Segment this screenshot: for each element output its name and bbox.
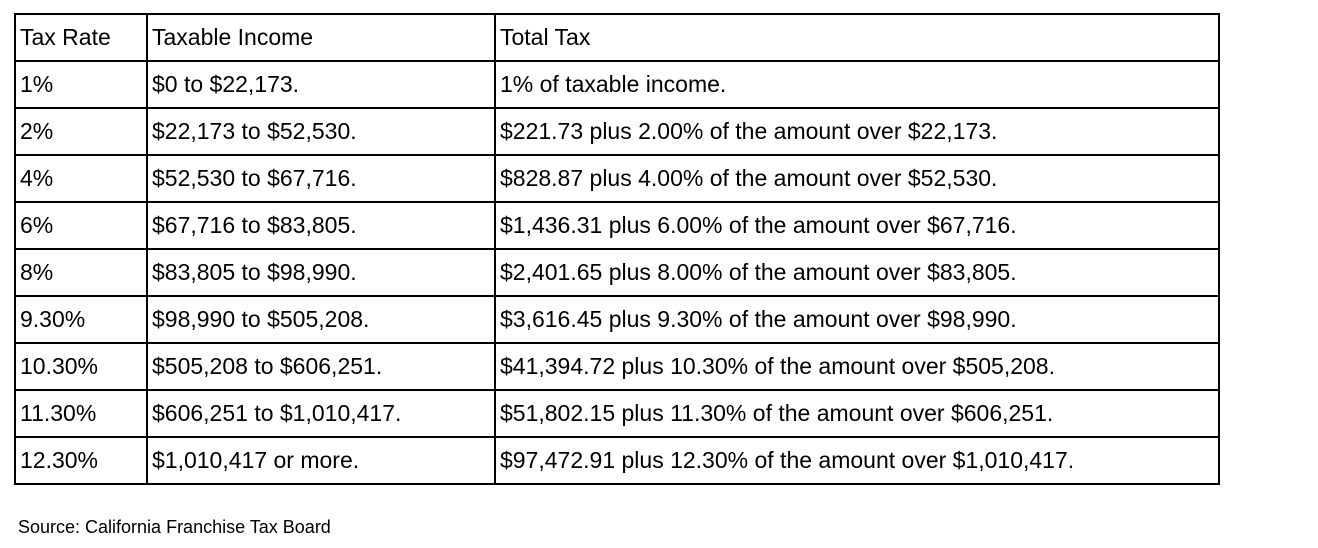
cell-taxable-income: $52,530 to $67,716.	[147, 155, 495, 202]
source-caption: Source: California Franchise Tax Board	[18, 517, 331, 537]
cell-tax-rate: 10.30%	[15, 343, 147, 390]
cell-tax-rate: 9.30%	[15, 296, 147, 343]
cell-taxable-income: $22,173 to $52,530.	[147, 108, 495, 155]
cell-total-tax: $221.73 plus 2.00% of the amount over $22,173.	[495, 108, 1219, 155]
table-row	[15, 249, 1219, 296]
cell-total-tax: $51,802.15 plus 11.30% of the amount over $606,251.	[495, 390, 1219, 437]
cell-total-tax: $1,436.31 plus 6.00% of the amount over $67,716.	[495, 202, 1219, 249]
cell-tax-rate: 11.30%	[15, 390, 147, 437]
cell-total-tax: $41,394.72 plus 10.30% of the amount over $505,208.	[495, 343, 1219, 390]
cell-taxable-income: $98,990 to $505,208.	[147, 296, 495, 343]
cell-total-tax: $2,401.65 plus 8.00% of the amount over $83,805.	[495, 249, 1219, 296]
cell-taxable-income: $1,010,417 or more.	[147, 437, 495, 484]
cell-total-tax: $3,616.45 plus 9.30% of the amount over $98,990.	[495, 296, 1219, 343]
cell-taxable-income: $606,251 to $1,010,417.	[147, 390, 495, 437]
cell-taxable-income: $67,716 to $83,805.	[147, 202, 495, 249]
cell-total-tax: $97,472.91 plus 12.30% of the amount over $1,010,417.	[495, 437, 1219, 484]
cell-tax-rate: 8%	[15, 249, 147, 296]
table-row	[15, 61, 1219, 108]
cell-tax-rate: 4%	[15, 155, 147, 202]
table-row	[15, 296, 1219, 343]
cell-tax-rate: 6%	[15, 202, 147, 249]
cell-taxable-income: $505,208 to $606,251.	[147, 343, 495, 390]
cell-taxable-income: $0 to $22,173.	[147, 61, 495, 108]
cell-total-tax: 1% of taxable income.	[495, 61, 1219, 108]
table-row	[15, 108, 1219, 155]
table-row	[15, 155, 1219, 202]
cell-taxable-income: $83,805 to $98,990.	[147, 249, 495, 296]
header-total-tax: Total Tax	[495, 14, 1219, 61]
header-taxable-income: Taxable Income	[147, 14, 495, 61]
cell-total-tax: $828.87 plus 4.00% of the amount over $52,530.	[495, 155, 1219, 202]
cell-tax-rate: 2%	[15, 108, 147, 155]
table-header-row	[15, 14, 1219, 61]
table-row	[15, 390, 1219, 437]
table-row	[15, 202, 1219, 249]
tax-table-body	[15, 14, 1219, 484]
table-row	[15, 437, 1219, 484]
tax-bracket-table	[14, 13, 1220, 485]
cell-tax-rate: 12.30%	[15, 437, 147, 484]
header-tax-rate: Tax Rate	[15, 14, 147, 61]
table-row	[15, 343, 1219, 390]
cell-tax-rate: 1%	[15, 61, 147, 108]
